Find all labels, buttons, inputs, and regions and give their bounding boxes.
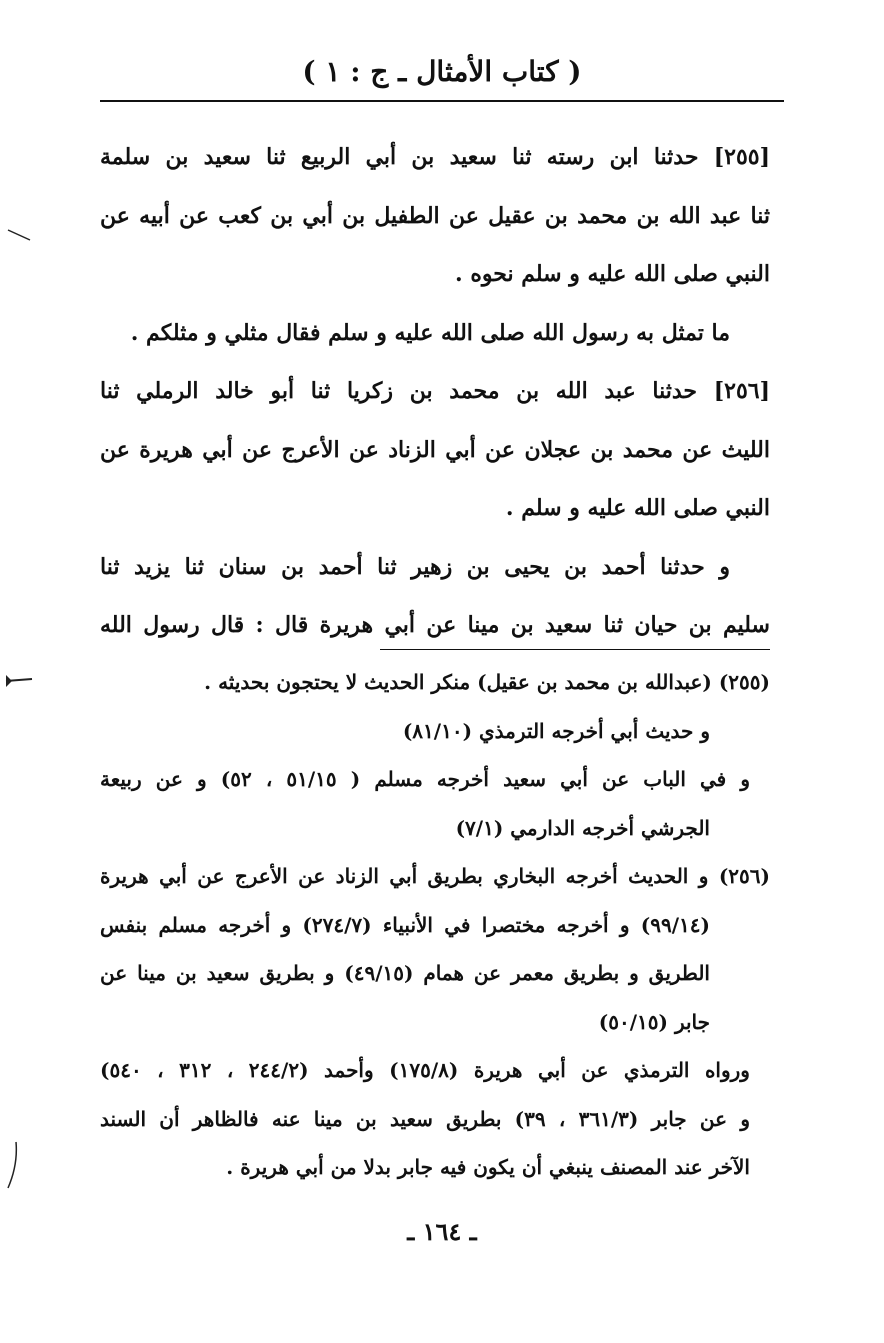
text-line: النبي صلى الله عليه و سلم نحوه . (455, 261, 770, 287)
margin-mark (6, 226, 32, 246)
text-line: [٢٥٦] حدثنا عبد الله بن محمد بن زكريا ثنا أبو خالد الرملي ثنا (100, 378, 770, 404)
footnote-line: جابر (٥٠/١٥) (598, 1009, 710, 1034)
footnote-line: ورواه الترمذي عن أبي هريرة (١٧٥/٨) وأحمد (٢٤٤/٢ ، ٣١٢ ، ٥٤٠) (100, 1058, 750, 1082)
margin-mark (4, 672, 34, 693)
page-number: ـ ١٦٤ ـ (407, 1217, 477, 1246)
footnote-separator (380, 649, 770, 650)
footnotes-block (100, 658, 770, 1192)
footnote-line: و في الباب عن أبي سعيد أخرجه مسلم ( ٥١/١٥ ، ٥٢) و عن ربيعة (100, 767, 750, 791)
running-header-title: ( كتاب الأمثال ـ ج : ١ ) (302, 55, 582, 88)
text-line: ثنا عبد الله بن محمد بن عقيل عن الطفيل بن أبي بن كعب عن أبيه عن (100, 202, 770, 229)
footnote-line: (٩٩/١٤) و أخرجه مختصرا في الأنبياء (٢٧٤/٧) و أخرجه مسلم بنفس (100, 912, 710, 937)
footnote-line: الطريق و بطريق معمر عن همام (٤٩/١٥) و بطريق سعيد بن مينا عن (100, 961, 710, 985)
header-rule (100, 100, 784, 102)
footnote-line: الآخر عند المصنف ينبغي أن يكون فيه جابر بدلا من أبي هريرة . (226, 1155, 750, 1179)
footnote-line: الجرشي أخرجه الدارمي (٧/١) (455, 815, 710, 840)
footnote-line: (٢٥٦) و الحديث أخرجه البخاري بطريق أبي الزناد عن الأعرج عن أبي هريرة (100, 864, 770, 888)
section-heading: ما تمثل به رسول الله صلى الله عليه و سلم فقال مثلي و مثلكم . (130, 319, 730, 346)
text-line: و حدثنا أحمد بن يحيى بن زهير ثنا أحمد بن سنان ثنا يزيد ثنا (100, 553, 730, 580)
text-line: النبي صلى الله عليه و سلم . (505, 495, 770, 521)
text-line: سليم بن حيان ثنا سعيد بن مينا عن أبي هريرة قال : قال رسول الله (100, 612, 770, 638)
footnote-line: و حديث أبي أخرجه الترمذي (٨١/١٠) (402, 718, 710, 743)
footnote-line: و عن جابر (٣٦١/٣ ، ٣٩) بطريق سعيد بن مينا عنه فالظاهر أن السند (100, 1106, 750, 1131)
main-text-block (100, 128, 770, 655)
text-line: [٢٥٥] حدثنا ابن رسته ثنا سعيد بن أبي الربيع ثنا سعيد بن سلمة (100, 144, 770, 170)
margin-mark (6, 1140, 20, 1193)
footnote-line: (٢٥٥) (عبدالله بن محمد بن عقيل) منكر الحديث لا يحتجون بحديثه . (204, 670, 770, 694)
text-line: الليث عن محمد بن عجلان عن أبي الزناد عن الأعرج عن أبي هريرة عن (100, 436, 770, 463)
